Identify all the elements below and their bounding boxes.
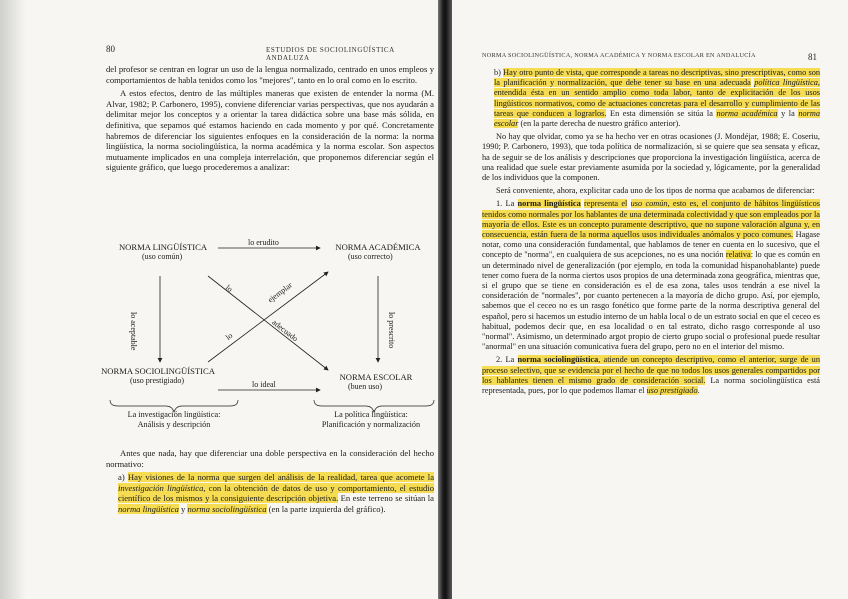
page-edge-shadow — [0, 0, 26, 599]
section-2: 2. La norma sociolingüística, atiende un concepto descriptivo, como el anterior, surge de un proceso selectivo, que se evidencia por el hecho de que no todos los usos generales compartidos por los hablantes tienen el mismo grado de consideración social. La norma sociolingüística está representada, pues, por lo que podemos llamar el uso prestigiado. — [482, 355, 820, 396]
norma-escolar-title: NORMA ESCOLAR — [339, 372, 413, 382]
norm-diagram — [101, 232, 438, 429]
caption-left-line1: La investigación lingüística: — [127, 410, 221, 419]
caption-right — [304, 410, 438, 430]
caption-right-line2: Planificación y normalización — [321, 420, 421, 429]
norma-escolar-sub: (buen uso) — [348, 382, 382, 391]
norma-academica-sub: (uso correcto) — [348, 252, 393, 261]
paragraph: A estos efectos, dentro de las múltiples maneras que existen de entender la norma (M. Alvar, 1982; P. Carbonero, 1995), conviene diferenciar varias perspectivas, que nos ayudarán a delimitar mejor los conceptos y a orientar la tarea didáctica sobre una base más sólida, en definitiva, que sepamos qué estamos haciendo en cada momento y por qué. Concretamente habremos de diferenciar los siguientes enfoques en la consideración de la norma: la norma lingüística, la norma sociolingüística, la norma académica y la norma escolar. Son aspectos mutuamente implicados en una compleja interrelación, que proponemos diferenciar según el siguiente gráfico, que luego procederemos a analizar: — [106, 88, 434, 173]
paragraph: del profesor se centran en lograr un uso de la lengua normalizado, centrado en unos empleos y comportamientos de habla tenidos como los "mejores", tanto en lo oral como en lo escrito. — [106, 64, 434, 85]
left-text-bottom — [106, 448, 434, 518]
label-ejemplar: ejemplar — [266, 280, 294, 305]
label-lo-erudito: lo erudito — [248, 238, 279, 247]
label-lo-aceptable: lo aceptable — [129, 312, 138, 351]
norma-linguistica-sub: (uso común) — [142, 252, 183, 261]
label-adecuado: adecuado — [270, 317, 300, 344]
right-page — [452, 0, 848, 599]
norma-sociolinguistica-title: NORMA SOCIOLINGÜÍSTICA — [101, 366, 215, 376]
norma-sociolinguistica-sub: (uso prestigiado) — [130, 376, 184, 385]
paragraph: Será conveniente, ahora, explicitar cada uno de los tipos de norma que acabamos de diferenciar: — [496, 186, 815, 196]
paragraph: No hay que olvidar, como ya se ha hecho ver en otras ocasiones (J. Mondéjar, 1988; E. Coseriu, 1990; P. Carbonero, 1993), que toda política de normalización, si se quiere que sea sensata y eficaz, ha de seguir se de los análisis y descripciones que proporciona la investigación lingüística, acerca de una realidad que suele estar previamente asumida por la sociedad y, lógicamente, por la generalidad de los individuos que la componen. — [482, 132, 820, 183]
label-lo-ideal: lo ideal — [252, 380, 276, 389]
right-text — [482, 68, 820, 399]
item-b: b) Hay otro punto de vista, que corresponde a tareas no descriptivas, sino prescriptivas, como son la planificación y normalización, que debe tener su base en una adecuada política lingüística, entendida ésta en un sentido amplio como toda labor, tanto de explicitación de los usos lingüísticos normativos, como de actuaciones concretas para el desarrollo y cumplimiento de las tareas que conducen a lograrlos. En esta dimensión se sitúa la norma académica y la norma escolar (en la parte derecha de nuestro gráfico anterior). — [494, 68, 820, 129]
paragraph: Antes que nada, hay que diferenciar una doble perspectiva en la consideración del hecho normativo: — [106, 448, 434, 469]
section-1: 1. La norma lingüística representa el uso común, esto es, el conjunto de hábitos lingüísticos tenidos como normales por los hablantes de una determinada colectividad y que son empleados por la mayoría de ellos. Este es un concepto puramente descriptivo, que no supone valoración alguna y, en consecuencia, están fuera de la norma aquellos usos individuales anómalos y poco comunes. Hagase notar, como una consideración fundamental, que hablamos de tener en cuenta en lo sucesivo, que el concepto de "norma", en cualquiera de sus acepciones, no es una noción relativa: lo que es común en un determinado nivel de generalización (por ejemplo, en toda la comunidad hispanohablante) puede tener como fuera de la norma ciertos usos propios de una determinada zona geográfica, mientras que, si el grupo que se tiene en consideración es el de esa zona, tales usos tendrán a ese nivel la consideración de "normales", por cuanto pertenecen a la mayoría de dicho grupo. Así, por ejemplo, sabemos que el ceceo no es un rasgo fonético que forme parte de la norma descriptiva general del español, pero si hacemos un estudio interno de un habla local o de un estrato social en que el ceceo es habitual, podemos decir que, en esa localidad o en tal estrato, dicho rasgo corresponde al uso "normal". Asimismo, un determinado argot propio de cierto grupo social o profesional puede resultar "anormal" en una situación comunicativa fuera del grupo, pero no en el interior del mismo. — [482, 199, 820, 352]
norma-academica-title: NORMA ACADÉMICA — [335, 242, 421, 252]
caption-left-line2: Análisis y descripción — [137, 420, 211, 429]
book-gutter — [438, 0, 452, 599]
right-running-head: NORMA SOCIOLINGÜÍSTICA, NORMA ACADÉMICA Y NORMA ESCOLAR EN ANDALUCÍA — [482, 52, 756, 59]
right-folio: 81 — [808, 52, 817, 62]
left-folio: 80 — [106, 44, 115, 54]
item-a: a) Hay visiones de la norma que surgen del análisis de la realidad, tarea que acomete la investigación lingüística, con la obtención de datos de uso y comportamiento, el estudio científico de los mismos y la consiguiente descripción objetiva. En este terreno se sitúan la norma lingüística y norma sociolingüística (en la parte izquierda del gráfico). — [118, 472, 435, 514]
label-diag-lo-bottom: lo — [223, 331, 235, 342]
left-text-top — [106, 64, 434, 176]
left-running-head: ESTUDIOS DE SOCIOLINGÜÍSTICA ANDALUZA — [266, 46, 395, 62]
caption-left — [112, 410, 236, 430]
caption-right-line1: La política lingüística: — [334, 410, 408, 419]
norma-linguistica-title: NORMA LINGÜÍSTICA — [118, 242, 208, 252]
label-lo-prescrito: lo prescrito — [387, 312, 396, 349]
label-diag-lo-top: lo — [223, 283, 235, 294]
